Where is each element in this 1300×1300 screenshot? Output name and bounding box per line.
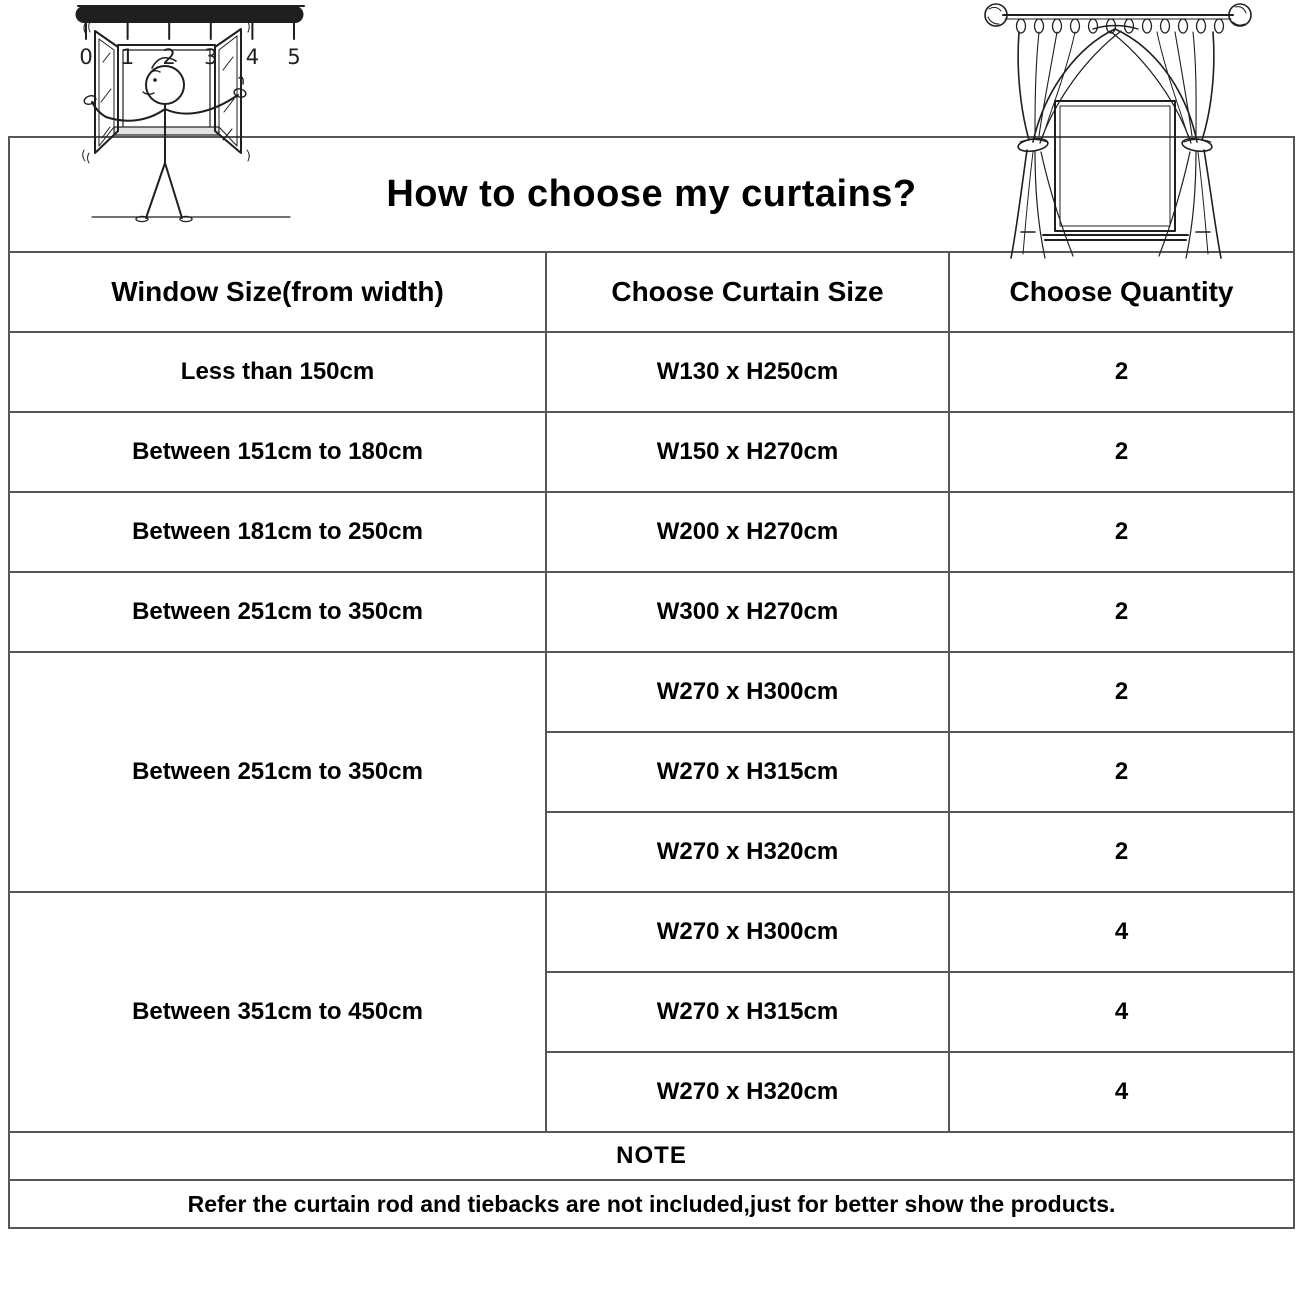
page-title: How to choose my curtains? (9, 137, 1294, 252)
table-row (9, 492, 1294, 572)
curtain-size-cell: W270 x H315cm (546, 972, 949, 1052)
quantity-cell: 2 (949, 412, 1294, 492)
note-text: Refer the curtain rod and tiebacks are not included,just for better show the products. (9, 1180, 1294, 1228)
note-row (9, 1132, 1294, 1180)
title-row (9, 137, 1294, 252)
window-size-merged-cell: Between 351cm to 450cm (9, 892, 546, 1132)
table-row (9, 892, 1294, 972)
ruler-number: 5 (287, 45, 301, 69)
window-size-cell: Between 251cm to 350cm (9, 572, 546, 652)
header-row (9, 252, 1294, 332)
curtain-size-cell: W270 x H320cm (546, 812, 949, 892)
curtain-size-cell: W270 x H320cm (546, 1052, 949, 1132)
window-size-cell: Less than 150cm (9, 332, 546, 412)
quantity-cell: 2 (949, 492, 1294, 572)
ruler-number: 2 (162, 45, 176, 69)
table-row (9, 652, 1294, 732)
table-row (9, 332, 1294, 412)
ruler-number: 3 (204, 45, 218, 69)
curtain-size-cell: W270 x H300cm (546, 652, 949, 732)
ruler-number: 4 (245, 45, 260, 69)
quantity-cell: 2 (949, 812, 1294, 892)
quantity-cell: 2 (949, 652, 1294, 732)
note-label: NOTE (9, 1132, 1294, 1180)
curtain-size-table (8, 136, 1295, 1229)
curtain-size-cell: W150 x H270cm (546, 412, 949, 492)
ruler-icon (78, 6, 304, 69)
table-row (9, 412, 1294, 492)
col-header-curtain-size: Choose Curtain Size (546, 252, 949, 332)
curtain-size-cell: W270 x H315cm (546, 732, 949, 812)
col-header-quantity: Choose Quantity (949, 252, 1294, 332)
col-header-window-size: Window Size(from width) (9, 252, 546, 332)
curtain-size-cell: W200 x H270cm (546, 492, 949, 572)
curtain-rings-icon (1017, 19, 1224, 33)
window-size-cell: Between 181cm to 250cm (9, 492, 546, 572)
curtain-swag-icon (1033, 26, 1197, 144)
quantity-cell: 4 (949, 892, 1294, 972)
quantity-cell: 2 (949, 332, 1294, 412)
footer-row (9, 1180, 1294, 1228)
ruler-number: 1 (120, 45, 135, 69)
window-size-merged-cell: Between 251cm to 350cm (9, 652, 546, 892)
quantity-cell: 2 (949, 572, 1294, 652)
quantity-cell: 4 (949, 972, 1294, 1052)
curtain-rod-icon (985, 4, 1251, 26)
curtain-size-cell: W130 x H250cm (546, 332, 949, 412)
ruler-number: 0 (79, 45, 93, 69)
table-row (9, 572, 1294, 652)
quantity-cell: 4 (949, 1052, 1294, 1132)
curtain-size-cell: W270 x H300cm (546, 892, 949, 972)
curtain-size-cell: W300 x H270cm (546, 572, 949, 652)
quantity-cell: 2 (949, 732, 1294, 812)
window-size-cell: Between 151cm to 180cm (9, 412, 546, 492)
